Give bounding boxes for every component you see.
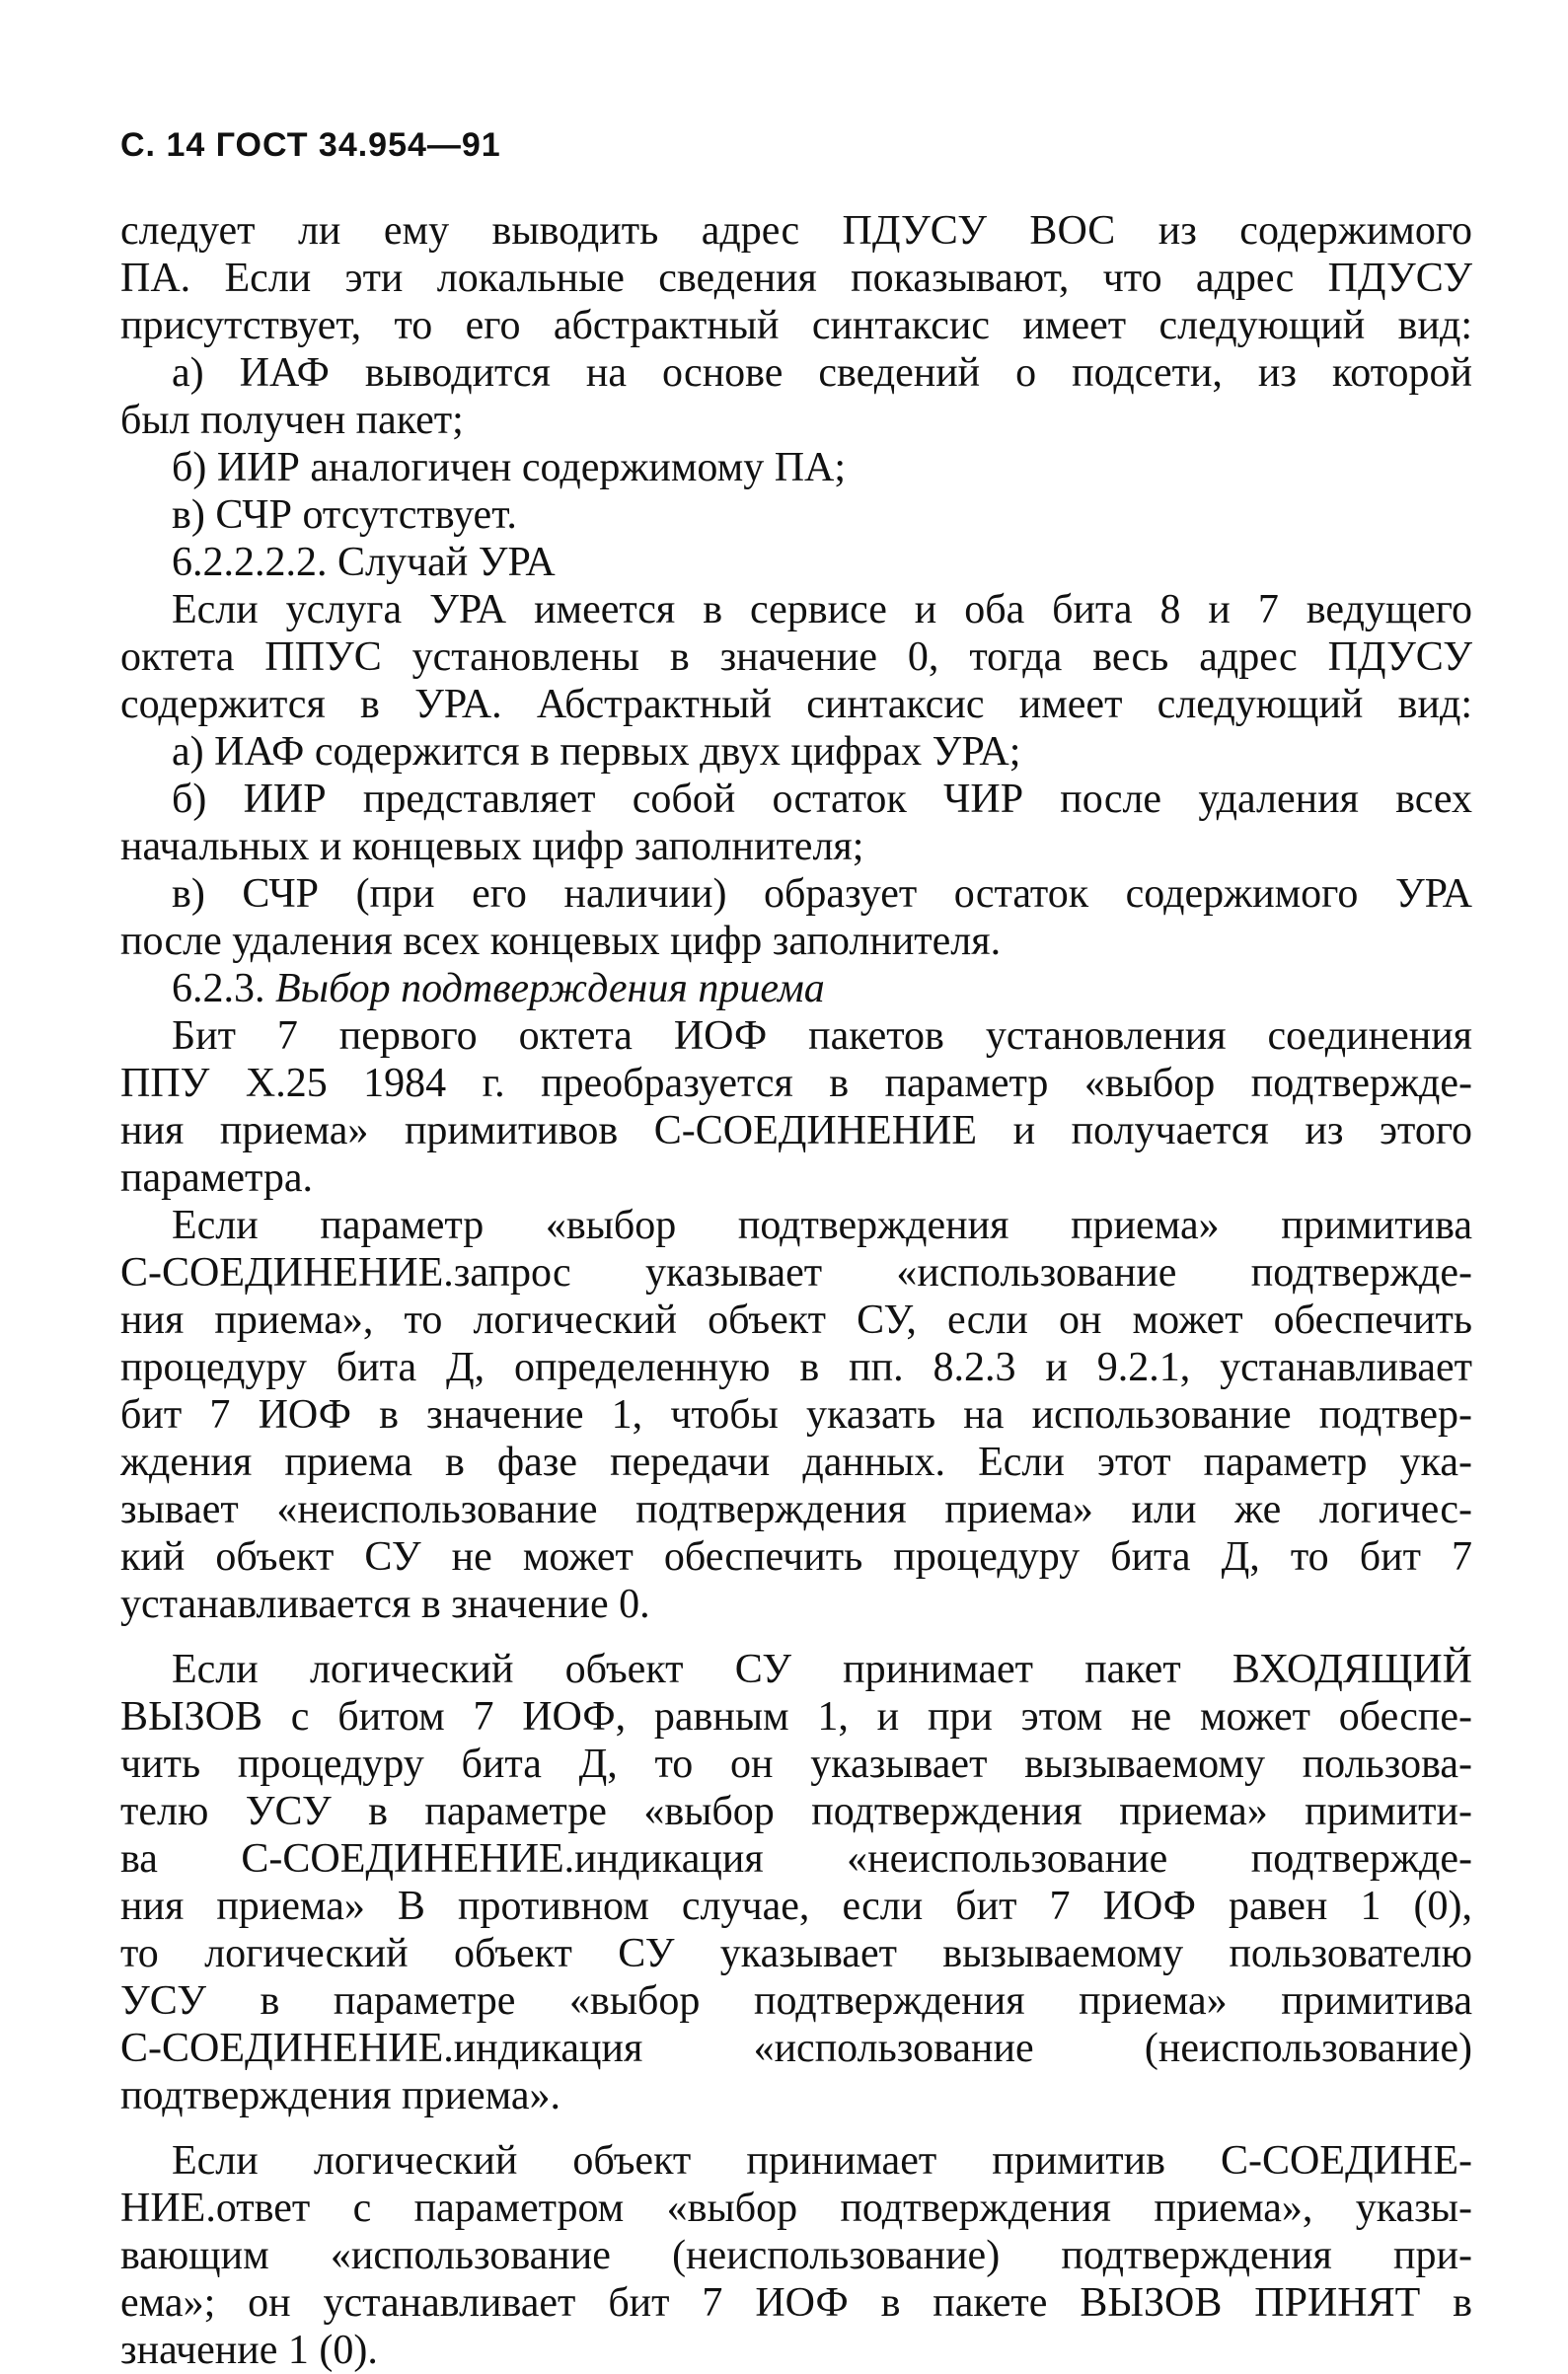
text-line: Бит 7 первого октета ИОФ пакетов установления соединения	[172, 1013, 1472, 1059]
section-heading: 6.2.2.2.2. Случай УРА	[172, 540, 556, 585]
text-line: ния приема», то логический объект СУ, если он может обеспечить	[120, 1298, 1472, 1343]
text-line: ПА. Если эти локальные сведения показывают, что адрес ПДУСУ	[120, 256, 1472, 301]
text-line: содержится в УРА. Абстрактный синтаксис имеет следующий вид:	[120, 682, 1472, 727]
text-line: Если логический объект принимает примитив С-СОЕДИНЕ-	[172, 2138, 1472, 2184]
text-line: ния приема» В противном случае, если бит 7 ИОФ равен 1 (0),	[120, 1884, 1472, 1929]
text-line: зывает «неиспользование подтверждения приема» или же логичес-	[120, 1487, 1472, 1532]
text-line: присутствует, то его абстрактный синтаксис имеет следующий вид:	[120, 303, 1472, 348]
text-line: следует ли ему выводить адрес ПДУСУ ВОС из содержимого	[120, 208, 1472, 254]
text-line: Если параметр «выбор подтверждения приема» примитива	[172, 1203, 1472, 1248]
text-line: был получен пакет;	[120, 398, 464, 443]
text-line: С-СОЕДИНЕНИЕ.индикация «использование (неиспользование)	[120, 2026, 1472, 2071]
text-line: С-СОЕДИНЕНИЕ.запрос указывает «использование подтвержде-	[120, 1250, 1472, 1296]
list-item-c: в) СЧР (при его наличии) образует остаток содержимого УРА	[172, 871, 1472, 917]
paragraph-gap	[120, 1628, 1472, 1646]
text-line: начальных и концевых цифр заполнителя;	[120, 824, 864, 869]
text-line: Если логический объект СУ принимает пакет ВХОДЯЩИЙ	[172, 1647, 1472, 1692]
text-line: то логический объект СУ указывает вызываемому пользователю	[120, 1931, 1472, 1976]
text-line: вающим «использование (неиспользование) подтверждения при-	[120, 2233, 1472, 2278]
section-number: 6.2.3.	[172, 966, 265, 1011]
text-line: ема»; он устанавливает бит 7 ИОФ в пакете ВЫЗОВ ПРИНЯТ в	[120, 2280, 1472, 2326]
list-item-a: а) ИАФ выводится на основе сведений о подсети, из которой	[172, 350, 1472, 396]
text-line: Если услуга УРА имеется в сервисе и оба бита 8 и 7 ведущего	[172, 587, 1472, 632]
text-line: ждения приема в фазе передачи данных. Если этот параметр ука-	[120, 1440, 1472, 1485]
text-line: параметра.	[120, 1155, 313, 1201]
text-line: значение 1 (0).	[120, 2328, 378, 2373]
document-body	[120, 207, 1472, 2374]
text-line: чить процедуру бита Д, то он указывает вызываемому пользова-	[120, 1742, 1472, 1787]
text-line: подтверждения приема».	[120, 2073, 561, 2118]
list-item-a: а) ИАФ содержится в первых двух цифрах УРА;	[172, 729, 1021, 775]
text-line: ППУ Х.25 1984 г. преобразуется в параметр «выбор подтвержде-	[120, 1061, 1472, 1106]
section-heading	[120, 965, 1472, 1012]
list-item-b: б) ИИР аналогичен содержимому ПА;	[172, 445, 847, 490]
text-line: ва С-СОЕДИНЕНИЕ.индикация «неиспользование подтвержде-	[120, 1836, 1472, 1882]
text-line: октета ППУС установлены в значение 0, тогда весь адрес ПДУСУ	[120, 634, 1472, 680]
text-line: НИЕ.ответ с параметром «выбор подтверждения приема», указы-	[120, 2186, 1472, 2231]
page-header: С. 14 ГОСТ 34.954—91	[120, 126, 501, 164]
text-line: УСУ в параметре «выбор подтверждения приема» примитива	[120, 1978, 1472, 2024]
text-line: кий объект СУ не может обеспечить процедуру бита Д, то бит 7	[120, 1534, 1472, 1580]
text-line: процедуру бита Д, определенную в пп. 8.2.3 и 9.2.1, устанавливает	[120, 1345, 1472, 1390]
list-item-c: в) СЧР отсутствует.	[172, 492, 517, 538]
text-line: ния приема» примитивов С-СОЕДИНЕНИЕ и получается из этого	[120, 1108, 1472, 1153]
text-line: телю УСУ в параметре «выбор подтверждения приема» примити-	[120, 1789, 1472, 1834]
text-line: устанавливается в значение 0.	[120, 1582, 650, 1627]
text-line: бит 7 ИОФ в значение 1, чтобы указать на использование подтвер-	[120, 1392, 1472, 1438]
text-line: ВЫЗОВ с битом 7 ИОФ, равным 1, и при этом не может обеспе-	[120, 1694, 1472, 1740]
list-item-b: б) ИИР представляет собой остаток ЧИР после удаления всех	[172, 777, 1472, 822]
paragraph-gap	[120, 2119, 1472, 2137]
section-title: Выбор подтверждения приема	[275, 966, 825, 1011]
text-line: после удаления всех концевых цифр заполнителя.	[120, 919, 1002, 964]
